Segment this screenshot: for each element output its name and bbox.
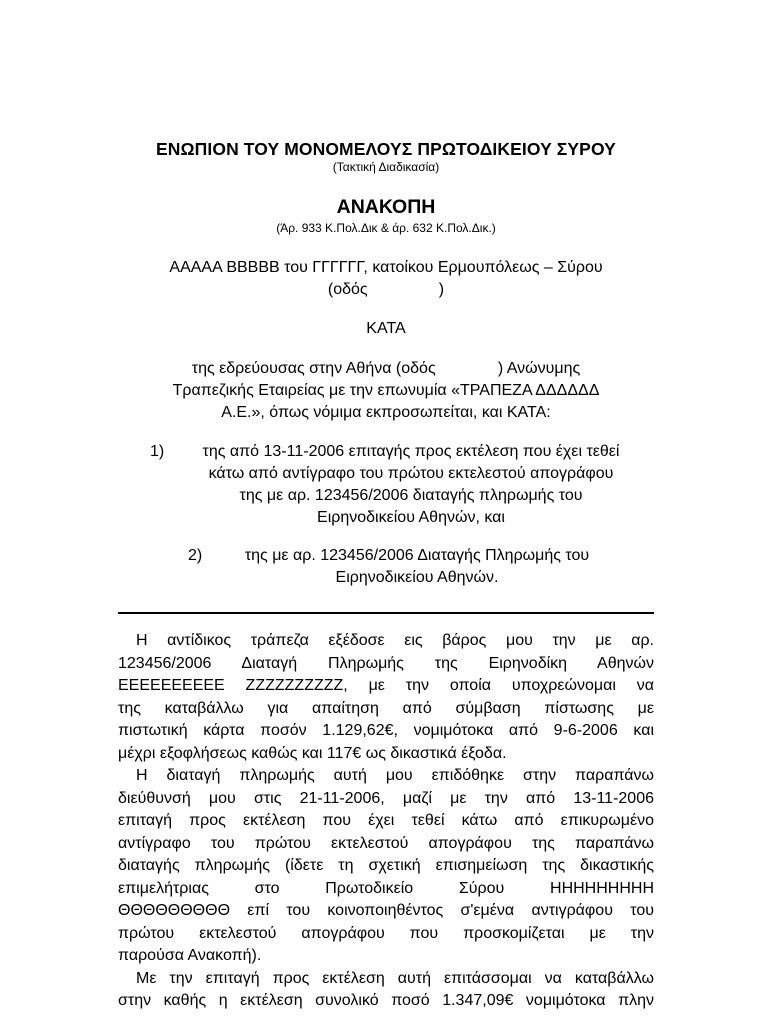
body-line: Η αντίδικος τράπεζα εξέδοσε εις βάρος μου την με αρ. — [136, 632, 654, 649]
list-item-line: της με αρ. 123456/2006 διαταγής πληρωμής του — [239, 487, 583, 504]
list-item-line: κάτω από αντίγραφο του πρώτου εκτελεστού απογράφου — [208, 465, 614, 482]
party-line: (οδός ) — [327, 281, 445, 298]
against-label — [118, 318, 654, 340]
list-item-line: Ειρηνοδικείου Αθηνών, και — [317, 509, 505, 526]
against-text: ΚΑΤΑ — [366, 320, 406, 337]
opponent-line: Τραπεζικής Εταιρείας με την επωνυμία «ΤΡΑΠΕΖΑ ΔΔΔΔΔΔ — [172, 382, 600, 399]
body-line: επιταγή προς εκτέλεση που έχει τεθεί κάτω από επικυρωμένο — [118, 812, 654, 829]
opponent-line: της εδρεύουσας στην Αθήνα (οδός ) Ανώνυμης — [191, 360, 581, 377]
body-line: της καταβάλλω για απαίτηση από σύμβαση πίστωσης με — [118, 699, 654, 717]
body-line: διαταγής πληρωμής (ίδετε τη σχετική επισημείωση της δικαστικής — [118, 857, 654, 874]
body-line: ΕΕΕΕΕΕΕΕΕΕ ΖΖΖΖΖΖΖΖΖΖ, με την οποία υποχρεώνομαι να — [118, 677, 654, 694]
body-line: μέχρι εξοφλήσεως καθώς και 117€ ως δικαστικά έξοδα. — [118, 744, 507, 762]
section-divider — [118, 612, 654, 614]
body-line: διεύθυνσή μου στις 21-11-2006, μαζί με την από 13-11-2006 — [118, 789, 654, 807]
body-line: επιμελήτριας στο Πρωτοδικείο Σύρου ΗΗΗΗΗΗΗΗΗ — [118, 879, 654, 897]
body-line: στην καθής η εκτέλεση συνολικό ποσό 1.347,09€ νομιμότοκα πλην — [118, 992, 654, 1009]
body-line: 123456/2006 Διαταγή Πληρωμής της Ειρηνοδίκη Αθηνών — [118, 654, 654, 672]
body-line: Η διαταγή πληρωμής αυτή μου επιδόθηκε στην παραπάνω — [136, 767, 654, 784]
body-line: Με την επιταγή προς εκτέλεση αυτή επιτάσσομαι να καταβάλλω — [136, 969, 654, 987]
list-item-number: 1) — [150, 443, 165, 460]
body-line: αντίγραφο του πρώτου εκτελεστού απογράφου της παραπάνω — [118, 834, 654, 852]
body-line: παρούσα Ανακοπή). — [118, 947, 262, 964]
procedure-subtitle: (Τακτική Διαδικασία) — [332, 160, 440, 174]
party-block — [118, 257, 654, 301]
body-line: ΘΘΘΘΘΘΘΘΘ επί του κοινοποιηθέντος σ'εμένα αντιγράφου του — [118, 902, 654, 919]
body-line: πιστωτική κάρτα ποσόν 1.129,62€, νομιμότοκα από 9-6-2006 και — [118, 722, 654, 739]
list-item-number: 2) — [188, 547, 203, 564]
party-line: ΑΑΑΑΑ ΒΒΒΒΒ του ΓΓΓΓΓΓ, κατοίκου Ερμουπόλεως – Σύρου — [169, 259, 603, 276]
opponent-block — [118, 358, 654, 424]
body-line: πρώτου εκτελεστού απογράφου που προσκομίζεται με την — [118, 924, 654, 942]
document-title: ΑΝΑΚΟΠΗ — [336, 196, 436, 218]
list-item-line: Ειρηνοδικείου Αθηνών. — [335, 569, 499, 586]
list-item-text — [176, 441, 646, 529]
body-text — [118, 630, 654, 1013]
opponent-line: Α.Ε.», όπως νόμιμα εκπροσωπείται, και ΚΑΤΑ: — [221, 404, 551, 421]
court-title: ΕΝΩΠΙΟΝ ΤΟΥ ΜΟΝΟΜΕΛΟΥΣ ΠΡΩΤΟΔΙΚΕΙΟΥ ΣΥΡΟΥ — [156, 139, 616, 159]
legal-reference: (Άρ. 933 Κ.Πολ.Δικ & άρ. 632 Κ.Πολ.Δικ.) — [276, 221, 496, 235]
list-item-text — [212, 545, 622, 589]
list-item-line: της από 13-11-2006 επιταγής προς εκτέλεση που έχει τεθεί — [202, 443, 620, 460]
list-item-line: της με αρ. 123456/2006 Διαταγής Πληρωμής του — [244, 547, 590, 564]
